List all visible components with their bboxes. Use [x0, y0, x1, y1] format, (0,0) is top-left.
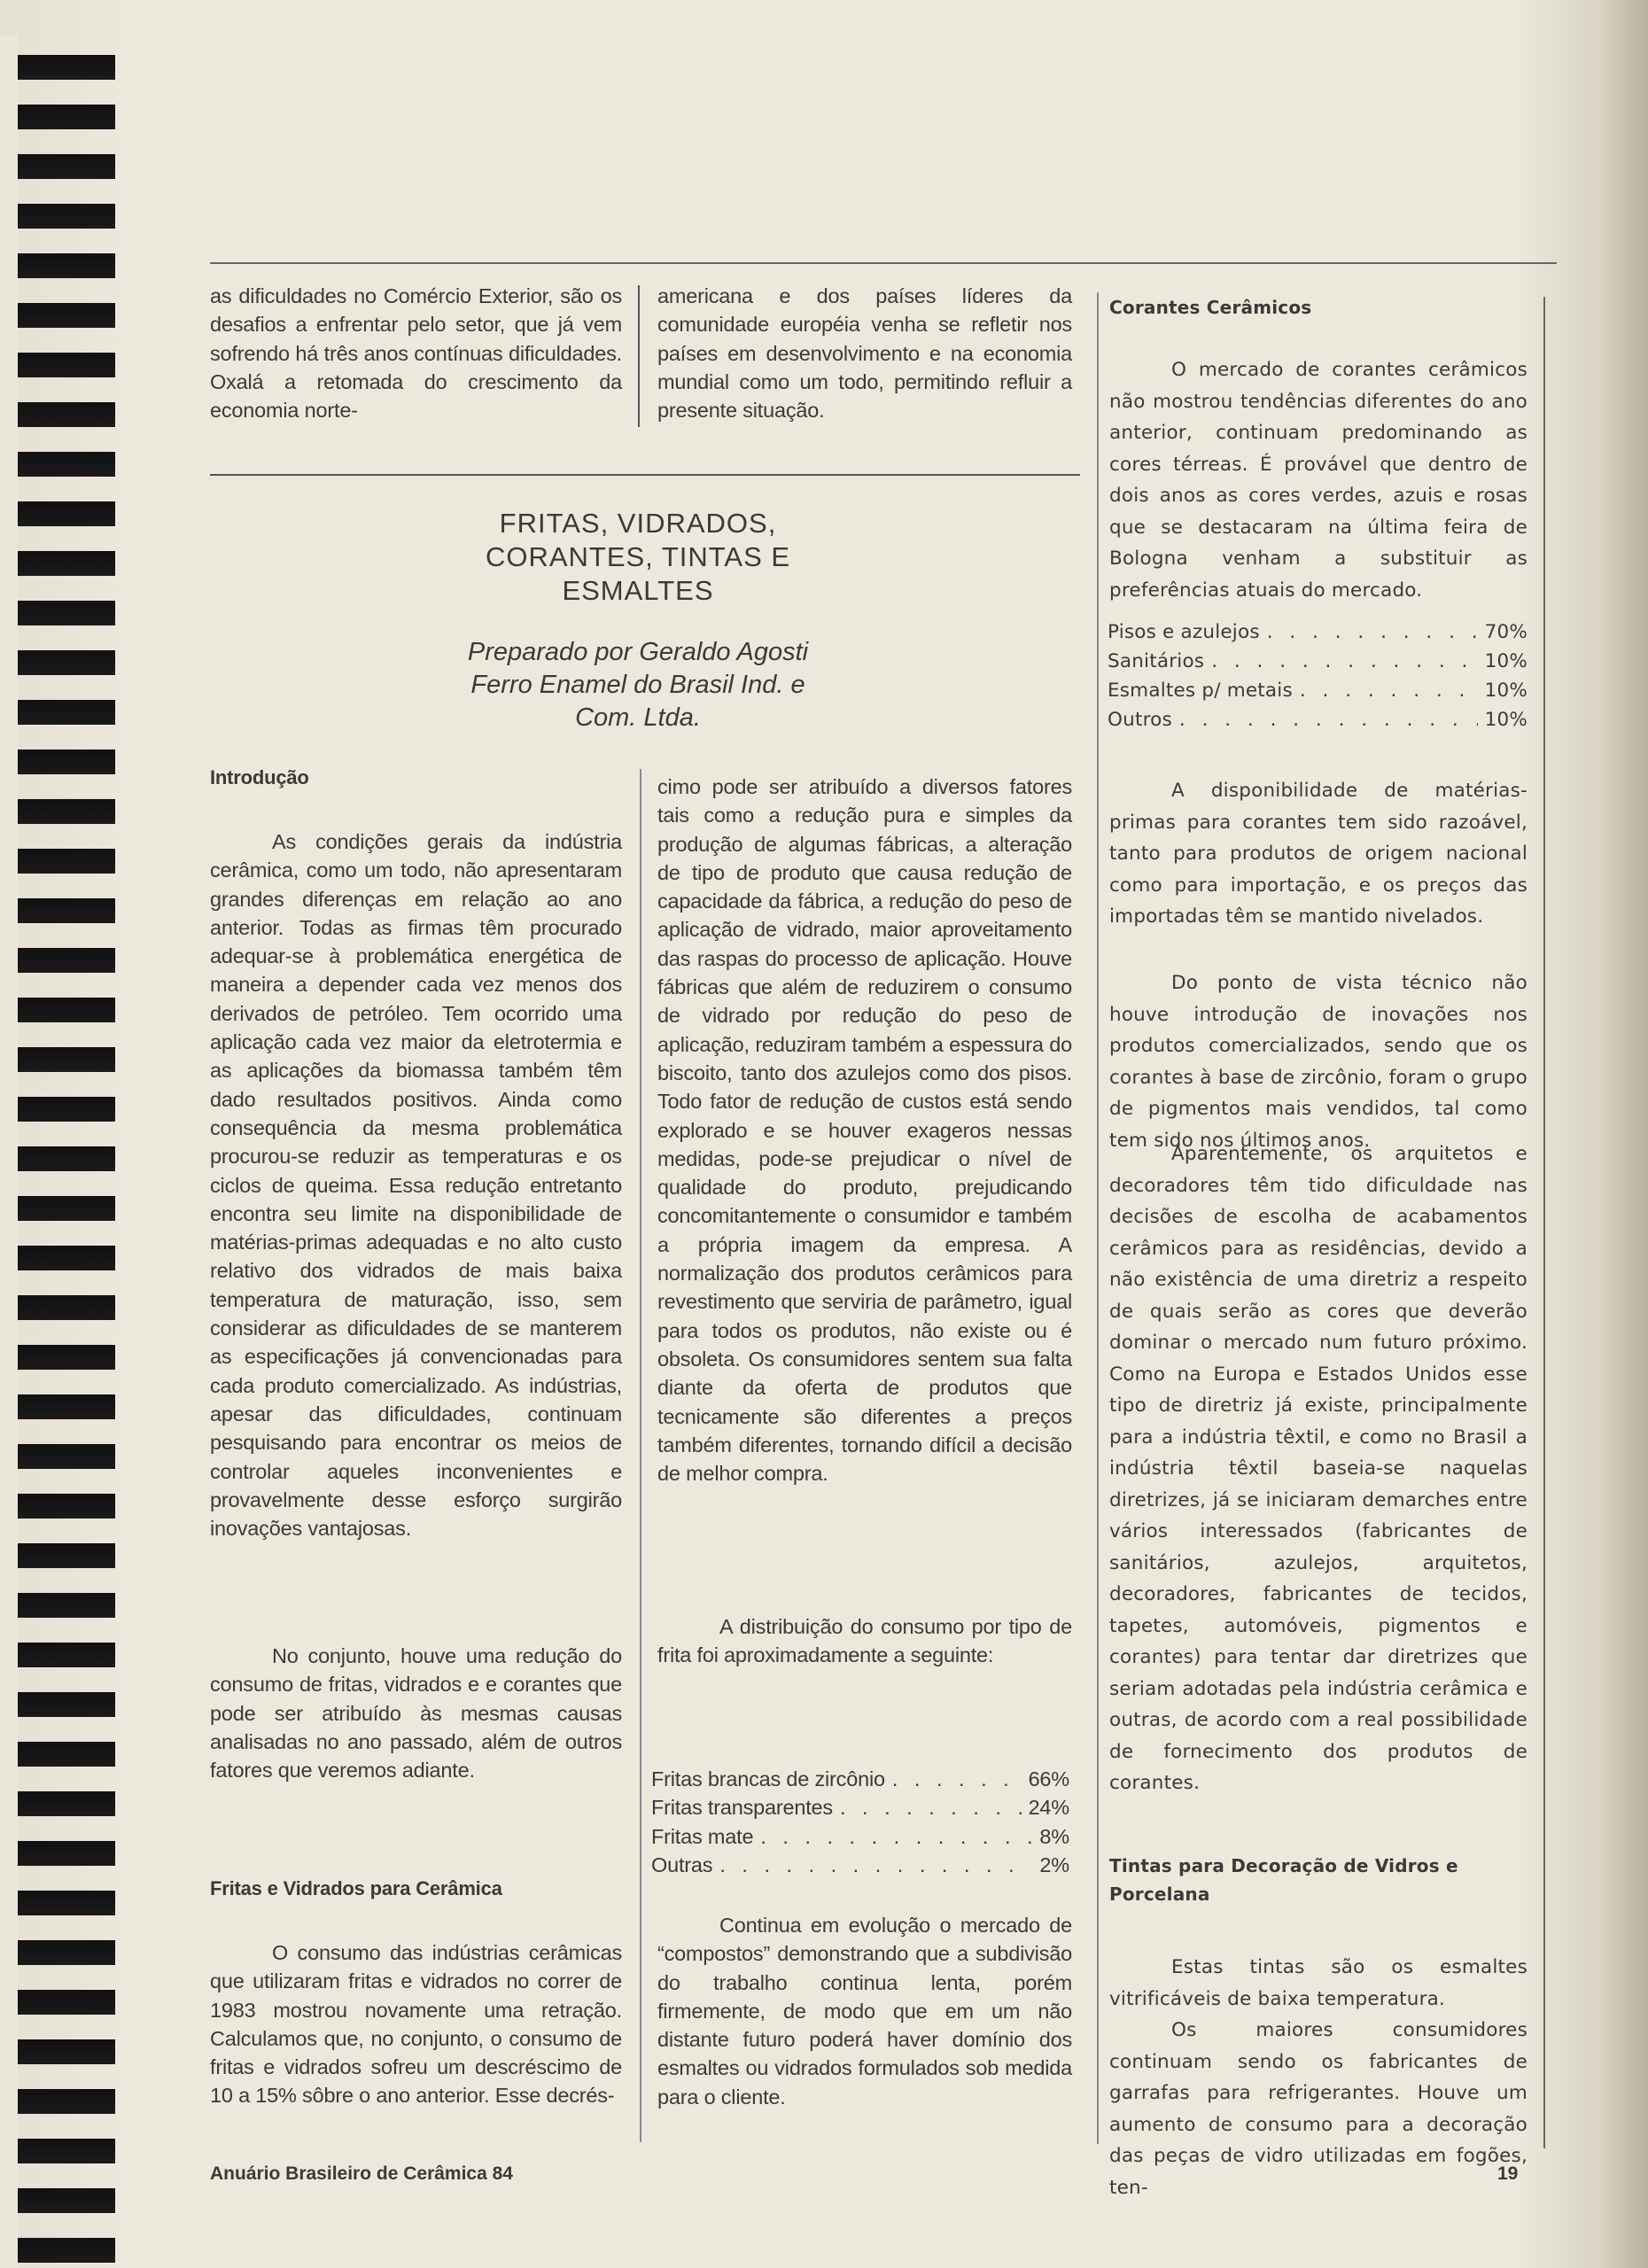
corantes-distribution-table — [1108, 617, 1528, 734]
leader-dots — [1267, 617, 1478, 647]
corantes-paragraph-4: Aparentemente, os arquitetos e decoradores têm tido dificuldade nas decisões de escolha de acabamentos cerâmicos para as residências, devido a não existência de uma diretriz a respeito de quais serão as cores que deverão dominar o mercado num futuro próximo. Como na Europa e Estados Unidos esse tipo de diretriz já existe, principalmente para a indústria têxtil, e como no Brasil a indústria têxtil baseia-se naquelas diretrizes, já se iniciaram demarches entre vários interessados (fabricantes de sanitários, azulejos, arquitetos, decoradores, fabricantes de tecidos, tapetes, automóveis, pigmentos e corantes) para tentar dar diretrizes que seriam adotadas pela indústria cerâmica e outras, de acordo com a real possibilidade de fornecimento dos produtos de corantes. — [1109, 1143, 1528, 1794]
heading-fritas-vidrados: Fritas e Vidrados para Cerâmica — [210, 1877, 502, 1899]
row-value: 2% — [1039, 1852, 1069, 1876]
table-row — [1108, 617, 1528, 647]
tintas-paragraph-2: Os maiores consumidores continuam sendo os fabricantes de garrafas para refrigerantes. Houve um aumento de consumo para a decoração das peças de vidro utilizadas em fogões, ten- — [1109, 2019, 1528, 2199]
leader-dots — [1300, 676, 1478, 705]
fritas-distribution-table — [651, 1765, 1069, 1879]
table-row — [651, 1793, 1069, 1821]
header-rule — [210, 262, 1557, 264]
middle-paragraph-1: cimo pode ser atribuído a diversos fatores tais como a redução pura e simples da produção de algumas fábricas, a alteração de tipo de produto que causa redução de capacidade da fábrica, a redução do peso de aplicação de vidrado, maior aproveitamento das raspas do processo de aplicação. Houve fábricas que além de reduzirem o consumo de vidrado por redução do peso de aplicação, reduziram também a espessura do biscoito, tanto dos azulejos como dos pisos. Todo fator de redução de custos está sendo explorado e se houver exageros nessas medidas, pode-se prejudicar o nível de qualidade do produto, prejudicando concomitantemente o consumidor e também a própria imagem da empresa. A normalização dos produtos cerâmicos para revestimento que serviria de parâmetro, igual para todos os produtos, não existe ou é obsoleta. Os consumidores sentem sua falta diante da oferta de produtos que tecnicamente são diferentes a preços também diferentes, tornando difícil a decisão de melhor compra. — [657, 775, 1072, 1486]
row-value: 10% — [1484, 709, 1528, 731]
row-label: Fritas brancas de zircônio — [651, 1767, 885, 1790]
byline-line: Preparado por Geraldo Agosti — [467, 638, 809, 666]
title-line: FRITAS, VIDRADOS, — [499, 508, 777, 539]
row-label: Fritas mate — [651, 1824, 754, 1848]
table-row — [1108, 676, 1528, 705]
spiral-binding — [0, 35, 115, 2268]
corantes-paragraph-3: Do ponto de vista técnico não houve introdução de inovações nos produtos comercializados, sendo que os corantes à base de zircônio, foram o grupo de pigmentos mais vendidos, tal como tem sido nos últimos anos. — [1109, 972, 1528, 1152]
top-middle-text: americana e dos países líderes da comunidade européia venha se refletir nos países em desenvolvimento e na economia mundial como um todo, permitindo refluir a presente situação. — [657, 284, 1072, 423]
heading-tintas-decoracao: Tintas para Decoração de Vidros e Porcelana — [1109, 1855, 1458, 1905]
intro-paragraph-2: No conjunto, houve uma redução do consumo de fritas, vidrados e e corantes que pode ser atribuído às mesmas causas analisadas no ano passado, além de outros fatores que veremos adiante. — [210, 1644, 622, 1783]
row-value: 24% — [1028, 1796, 1069, 1820]
table-row — [651, 1765, 1069, 1793]
heading-introducao: Introdução — [210, 766, 309, 788]
leader-dots — [840, 1793, 1022, 1821]
title-line: CORANTES, TINTAS E — [485, 541, 791, 572]
footer-publication: Anuário Brasileiro de Cerâmica 84 — [210, 2163, 513, 2184]
corantes-paragraph-2: A disponibilidade de matérias-primas para corantes tem sido razoável, tanto para produtos de origem nacional como para importação, e os preços das importadas têm se mantido nivelados. — [1109, 780, 1528, 928]
leader-dots — [1211, 647, 1477, 676]
right-box-border — [1543, 297, 1545, 2148]
row-label: Outras — [651, 1852, 713, 1876]
row-label: Pisos e azulejos — [1108, 621, 1260, 643]
table-row — [1108, 705, 1528, 734]
row-value: 8% — [1039, 1824, 1069, 1848]
row-value: 10% — [1484, 650, 1528, 672]
row-label: Esmaltes p/ metais — [1108, 680, 1293, 702]
page-number: 19 — [1497, 2163, 1519, 2184]
middle-paragraph-2: A distribuição do consumo por tipo de frita foi aproximadamente a seguinte: — [657, 1615, 1072, 1667]
section-rule — [210, 474, 1080, 476]
leader-dots — [892, 1765, 1022, 1793]
fritas-paragraph: O consumo das indústrias cerâmicas que utilizaram fritas e vidrados no correr de 1983 mostrou novamente uma retração. Calculamos que, no conjunto, o consumo de fritas e vidrados sofreu um descréscimo de 10 a 15% sôbre o ano anterior. Esse decrés- — [210, 1941, 622, 2108]
table-row — [1108, 647, 1528, 676]
byline-line: Ferro Enamel do Brasil Ind. e — [470, 671, 805, 699]
title-line: ESMALTES — [562, 575, 714, 606]
column-divider-right — [1097, 292, 1099, 2144]
heading-corantes-ceramicos: Corantes Cerâmicos — [1109, 297, 1312, 318]
table-row — [651, 1822, 1069, 1851]
middle-paragraph-3: Continua em evolução o mercado de “compostos” demonstrando que a subdivisão do trabalho continua lenta, porém firmemente, de modo que em um não distante futuro poderá haver domínio dos esmaltes ou vidrados formulados sob medida para o cliente. — [657, 1914, 1072, 2109]
corantes-paragraph-1: O mercado de corantes cerâmicos não mostrou tendências diferentes do ano anterior, continuam predominando as cores térreas. É provável que dentro de dois anos as cores verdes, azuis e rosas que se destacaram na última feira de Bologna venham a substituir as preferências atuais do mercado. — [1109, 359, 1528, 602]
row-value: 10% — [1484, 680, 1528, 702]
top-left-text: as dificuldades no Comércio Exterior, são os desafios a enfrentar pelo setor, que já vem sofrendo há três anos contínuas dificuldades. Oxalá a retomada do crescimento da economia norte- — [210, 284, 622, 423]
top-column-divider — [638, 285, 640, 427]
leader-dots — [719, 1851, 1032, 1879]
row-label: Outros — [1108, 709, 1172, 731]
leader-dots — [1179, 705, 1478, 734]
byline-line: Com. Ltda. — [575, 703, 701, 732]
table-row — [651, 1851, 1069, 1879]
row-label: Sanitários — [1108, 650, 1205, 672]
article-byline — [372, 636, 904, 734]
intro-paragraph-1: As condições gerais da indústria cerâmica, como um todo, não apresentaram grandes diferenças em relação ao ano anterior. Todas as firmas têm procurado adequar-se à problemática energética de maneira a depender cada vez menos dos derivados de petróleo. Tem ocorrido uma aplicação cada vez maior da eletrotermia e as aplicações da biomassa também têm dado resultados positivos. Ainda como consequência da mesma problemática procurou-se reduzir as temperaturas e os ciclos de queima. Essa redução entretanto encontra seu limite na disponibilidade de matérias-primas adequadas e no alto custo relativo dos vidrados de mais baixa temperatura de maturação, isso, sem considerar as dificuldades de se manterem as especificações já convencionadas para cada produto comercializado. As indústrias, apesar das dificuldades, continuam pesquisando para encontrar os meios de controlar aqueles inconvenientes e provavelmente desse esforço surgirão inovações vantajosas. — [210, 830, 622, 1541]
article-title — [372, 507, 904, 608]
tintas-paragraph-1: Estas tintas são os esmaltes vitrificáveis de baixa temperatura. — [1109, 1956, 1528, 2010]
row-value: 70% — [1484, 621, 1528, 643]
row-value: 66% — [1028, 1767, 1069, 1790]
column-divider-left — [640, 769, 641, 2142]
row-label: Fritas transparentes — [651, 1796, 833, 1820]
leader-dots — [760, 1822, 1032, 1851]
